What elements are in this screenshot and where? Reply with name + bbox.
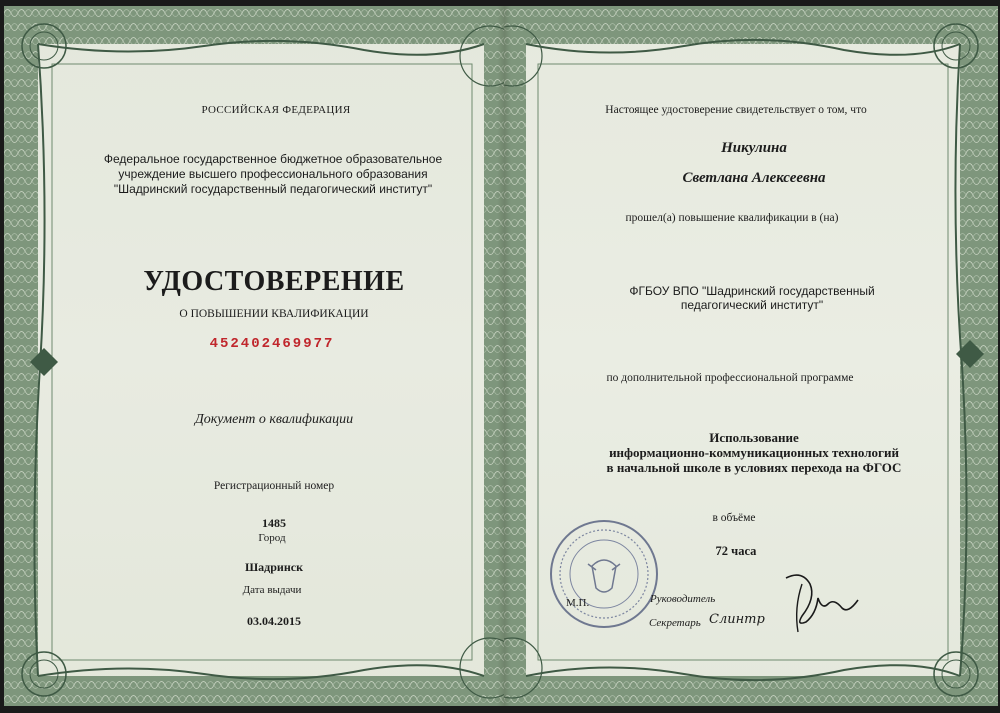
issue-date-label: Дата выдачи [242, 584, 302, 596]
program-title-line-2: информационно-коммуникационных технологий [609, 445, 899, 460]
program-title-line-1: Использование [709, 430, 799, 445]
organization-line-2: педагогический институт" [680, 298, 824, 312]
volume-value: 72 часа [715, 544, 757, 558]
registration-number: 1485 [262, 516, 286, 530]
document-title: УДОСТОВЕРЕНИЕ [143, 266, 405, 297]
organization-name [629, 284, 874, 312]
country-heading: РОССИЙСКАЯ ФЕДЕРАЦИЯ [201, 104, 351, 116]
registration-label: Регистрационный номер [213, 480, 335, 492]
secretary-signature: Слинтр [709, 612, 765, 627]
city-label: Город [258, 532, 286, 544]
program-title [607, 430, 902, 475]
right-page [504, 6, 998, 706]
city-value: Шадринск [245, 560, 303, 574]
program-title-line-3: в начальной школе в условиях перехода на ФГОС [606, 460, 902, 475]
head-signature [772, 564, 872, 644]
holder-surname: Никулина [721, 140, 787, 156]
institution-line-1: Федеральное государственное бюджетное образовательное [103, 152, 443, 166]
head-label: Руководитель [650, 593, 716, 605]
holder-given-names: Светлана Алексеевна [682, 170, 826, 186]
stamp-label: М.П. [566, 597, 590, 609]
institution-line-2: учреждение высшего профессионального образования [118, 167, 428, 181]
institution-line-3: "Шадринский государственный педагогический институт" [113, 182, 433, 196]
left-page [4, 6, 504, 706]
institution-name [104, 152, 442, 197]
official-stamp [548, 518, 660, 630]
page-fold [497, 6, 511, 706]
intro-text: Настоящее удостоверение свидетельствует о том, что [605, 104, 867, 116]
passed-text: прошел(а) повышение квалификации в (на) [625, 212, 839, 224]
document-type: Документ о квалификации [194, 412, 354, 427]
eagle-emblem-icon [592, 560, 616, 592]
volume-label: в объёме [712, 512, 756, 524]
serial-number: 452402469977 [209, 336, 335, 352]
secretary-label: Секретарь [649, 617, 701, 629]
document-subtitle: О ПОВЫШЕНИИ КВАЛИФИКАЦИИ [179, 308, 369, 320]
organization-line-1: ФГБОУ ВПО "Шадринский государственный [629, 284, 875, 298]
issue-date: 03.04.2015 [247, 614, 301, 628]
program-label: по дополнительной профессиональной программе [606, 372, 854, 384]
